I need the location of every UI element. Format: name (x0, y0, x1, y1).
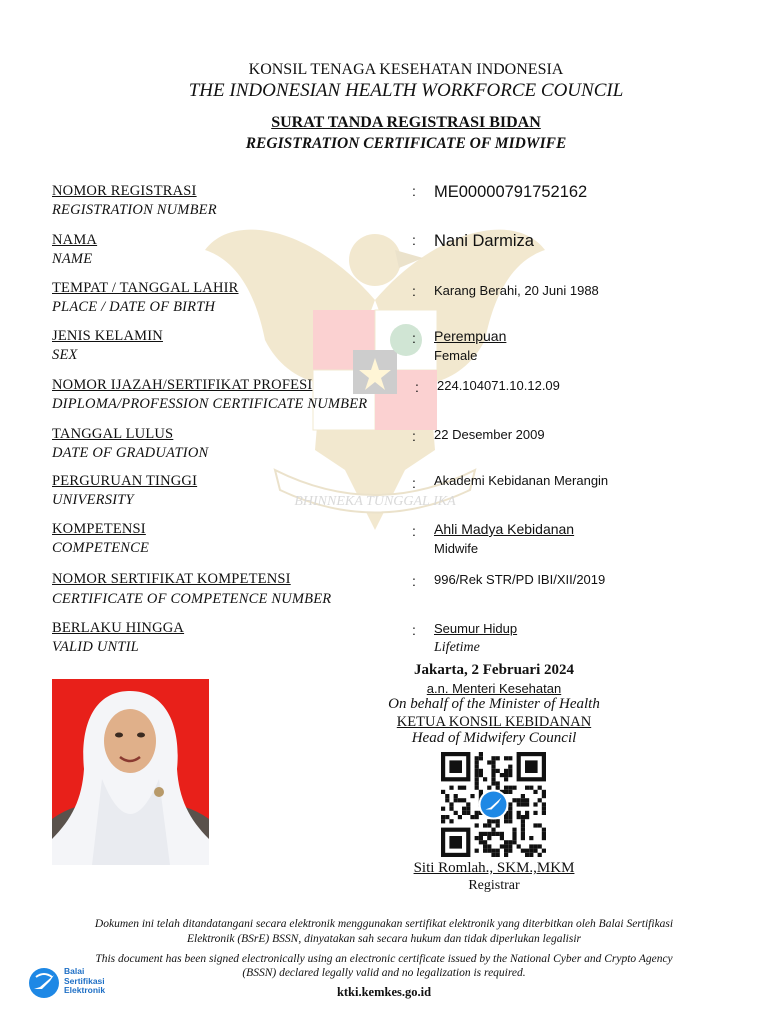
field-colon: : (412, 330, 416, 346)
valid-until-value: Seumur Hidup (434, 621, 518, 636)
field-colon: : (412, 475, 416, 491)
graduation-date-value: 22 Desember 2009 (434, 427, 545, 442)
competence-certificate-number-value: 996/Rek STR/PD IBI/XII/2019 (434, 572, 606, 587)
council-name: KONSIL TENAGA KESEHATAN INDONESIA (248, 61, 564, 78)
certificate-title-english: REGISTRATION CERTIFICATE OF MIDWIFE (245, 135, 567, 152)
bsre-logo-text: Elektronik (64, 985, 106, 995)
certificate-title: SURAT TANDA REGISTRASI BIDAN (271, 114, 541, 131)
competence-value-english: Midwife (434, 541, 479, 556)
field-label: PERGURUAN TINGGI (52, 473, 198, 489)
field-colon: : (412, 523, 416, 539)
field-label: NOMOR SERTIFIKAT KOMPETENSI (52, 571, 291, 587)
field-label-english: COMPETENCE (52, 540, 150, 556)
field-label: NOMOR REGISTRASI (52, 183, 197, 199)
bsre-logo-text: Balai (64, 966, 85, 976)
diploma-number-value: 224.104071.10.12.09 (437, 378, 560, 393)
field-label-english: DIPLOMA/PROFESSION CERTIFICATE NUMBER (52, 396, 368, 412)
website-link[interactable]: ktki.kemkes.go.id (336, 985, 432, 999)
field-colon: : (412, 428, 416, 444)
sex-value: Perempuan (434, 328, 507, 344)
signer-name: Siti Romlah., SKM.,MKM (413, 860, 575, 876)
legal-note-english-line2: (BSSN) declared legally valid and no legalization is required. (242, 967, 526, 979)
field-label: KOMPETENSI (52, 521, 146, 537)
registration-number-value: ME00000791752162 (434, 183, 588, 201)
legal-note-english-line1: This document has been signed electronically using an electronic certificate issued by the National Cyber and Crypto Agency (95, 953, 673, 965)
on-behalf-indonesian: a.n. Menteri Kesehatan (426, 681, 562, 696)
birth-place-date-value: Karang Berahi, 20 Juni 1988 (434, 283, 599, 298)
field-label-english: PLACE / DATE OF BIRTH (52, 299, 216, 315)
field-label: BERLAKU HINGGA (52, 620, 185, 636)
field-label: NOMOR IJAZAH/SERTIFIKAT PROFESI (52, 377, 313, 393)
field-label-english: REGISTRATION NUMBER (52, 202, 217, 218)
valid-until-value-english: Lifetime (434, 640, 480, 655)
holder-photo (52, 679, 209, 865)
legal-note-indonesian-line2: Elektronik (BSrE) BSSN, dinyatakan sah secara hukum dan tidak diperlukan legalisir (186, 933, 582, 945)
field-label: JENIS KELAMIN (52, 328, 163, 344)
field-label-english: SEX (52, 347, 78, 363)
field-colon: : (412, 622, 416, 638)
university-value: Akademi Kebidanan Merangin (434, 473, 609, 488)
signature-qr-code (441, 752, 551, 857)
field-label-english: DATE OF GRADUATION (52, 445, 209, 461)
bsre-logo-text: Sertifikasi (64, 975, 105, 986)
competence-value: Ahli Madya Kebidanan (434, 521, 575, 537)
field-colon: : (412, 283, 416, 299)
on-behalf-english: On behalf of the Minister of Health (388, 696, 600, 712)
field-label: TANGGAL LULUS (52, 426, 174, 442)
field-colon: : (412, 573, 416, 589)
legal-note-indonesian-line1: Dokumen ini telah ditandatangani secara elektronik menggunakan sertifikat elektronik yang diterbitkan oleh Balai Sertifikasi (94, 918, 674, 930)
place-and-date: Jakarta, 2 Februari 2024 (414, 662, 574, 678)
svg-text:BHINNEKA TUNGGAL IKA: BHINNEKA TUNGGAL IKA (294, 494, 456, 509)
signer-role: Registrar (468, 878, 520, 893)
council-name-english: THE INDONESIAN HEALTH WORKFORCE COUNCIL (188, 80, 624, 101)
signer-position-english: Head of Midwifery Council (411, 730, 577, 746)
portrait-image (52, 679, 209, 865)
field-label-english: NAME (52, 251, 93, 267)
field-label-english: CERTIFICATE OF COMPETENCE NUMBER (52, 591, 332, 607)
field-label: NAMA (52, 232, 98, 248)
field-label: TEMPAT / TANGGAL LAHIR (52, 280, 239, 296)
field-label-english: VALID UNTIL (52, 639, 139, 655)
field-colon: : (412, 232, 416, 248)
field-label-english: UNIVERSITY (52, 492, 134, 508)
signer-position: KETUA KONSIL KEBIDANAN (396, 714, 592, 730)
name-value: Nani Darmiza (434, 232, 534, 250)
field-colon: : (412, 183, 416, 199)
sex-value-english: Female (434, 348, 478, 363)
field-colon: : (415, 379, 419, 395)
